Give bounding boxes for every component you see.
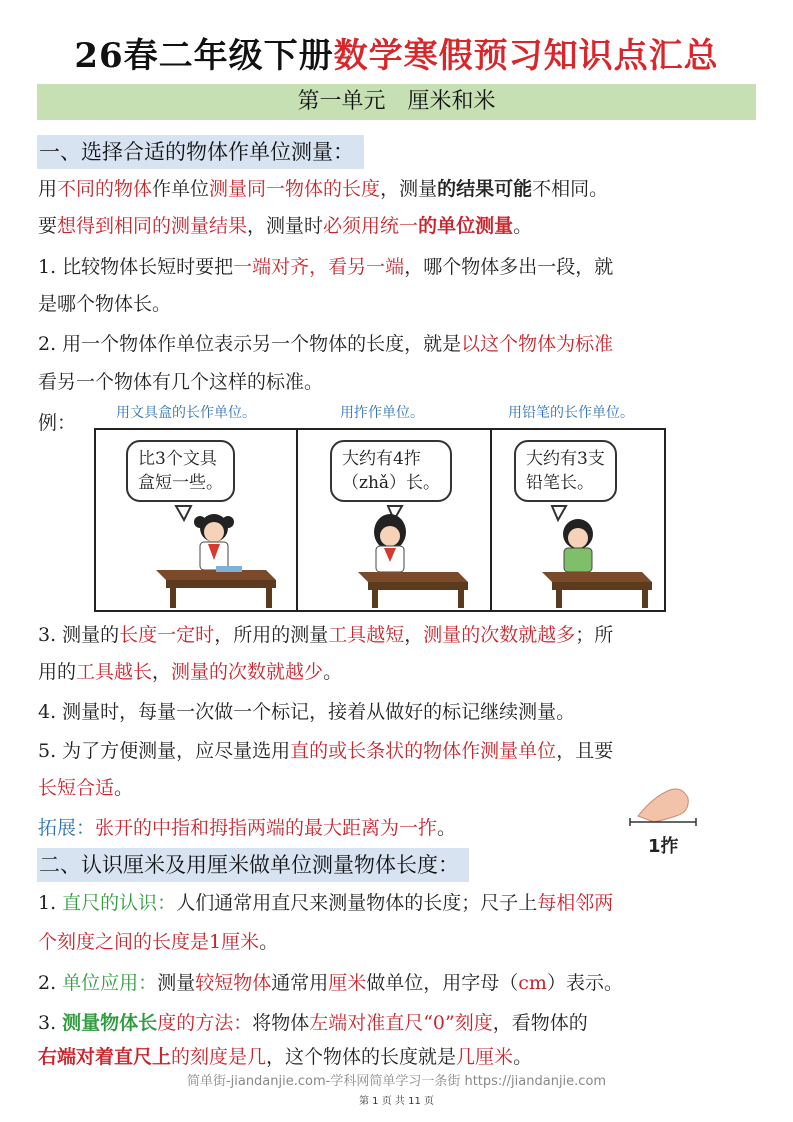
s1-line1: 用不同的物体作单位测量同一物体的长度，测量的结果可能不相同。 (38, 178, 609, 200)
girl-measuring-span-figure (298, 430, 492, 610)
s1-line7: 3. 测量的长度一定时，所用的测量工具越短，测量的次数就越多；所 (38, 624, 614, 646)
s2-line1: 1. 直尺的认识：人们通常用直尺来测量物体的长度；尺子上每相邻两 (38, 892, 614, 914)
s1-line5: 2. 用一个物体作单位表示另一个物体的长度，就是以这个物体为标准 (38, 333, 614, 355)
s2-line3: 2. 单位应用：测量较短物体通常用厘米做单位，用字母（cm）表示。 (38, 972, 623, 994)
page-title (0, 28, 793, 77)
s2-line2: 个刻度之间的长度是1厘米。 (38, 931, 279, 953)
title-topic: 数学寒假预习知识点汇总 (333, 36, 719, 76)
illustration-panel-2 (296, 430, 492, 610)
s1-line12: 拓展：张开的中指和拇指两端的最大距离为一拃。 (38, 817, 457, 839)
boy-measuring-pencil-figure (492, 430, 666, 610)
s1-line10: 5. 为了方便测量，应尽量选用直的或长条状的物体作测量单位，且要 (38, 740, 614, 762)
s1-line9: 4. 测量时，每量一次做一个标记，接着从做好的标记继续测量。 (38, 701, 576, 723)
speech-bubble-3: 大约有3支 铅笔长。 (514, 440, 617, 502)
caption-2: 用拃作单位。 (340, 405, 424, 421)
unit-heading: 第一单元 厘米和米 (37, 84, 756, 120)
page-number: 第 1 页 共 11 页 (359, 1096, 434, 1107)
title-grade: 26春二年级下册 (74, 36, 334, 76)
illustration-panel-3 (490, 430, 666, 610)
example-label: 例： (38, 412, 77, 434)
span-label: 1拃 (648, 836, 679, 857)
speech-bubble-2: 大约有4拃 （zhǎ）长。 (330, 440, 452, 502)
speech-bubble-1: 比3个文具 盒短一些。 (126, 440, 235, 502)
footer-watermark-link[interactable]: 简单街-jiandanjie.com-学科网简单学习一条街 https://jiandanjie.com (186, 1074, 607, 1089)
girl-at-desk-figure (96, 430, 296, 610)
s1-line11: 长短合适。 (38, 777, 134, 799)
caption-3: 用铅笔的长作单位。 (508, 405, 634, 421)
s1-line3: 1. 比较物体长短时要把一端对齐，看另一端，哪个物体多出一段，就 (38, 256, 614, 278)
s2-line5: 右端对着直尺上的刻度是几，这个物体的长度就是几厘米。 (38, 1046, 533, 1068)
section1-heading: 一、选择合适的物体作单位测量： (37, 135, 364, 169)
s1-line8: 用的工具越长，测量的次数就越少。 (38, 661, 343, 683)
section2-heading: 二、认识厘米及用厘米做单位测量物体长度： (37, 848, 469, 882)
s1-line6: 看另一个物体有几个这样的标准。 (38, 371, 324, 393)
example-illustration (94, 428, 666, 612)
s2-line4: 3. 测量物体长度的方法：将物体左端对准直尺“0”刻度，看物体的 (38, 1012, 588, 1034)
caption-1: 用文具盒的长作单位。 (116, 405, 256, 421)
s1-line4: 是哪个物体长。 (38, 293, 172, 315)
illustration-panel-1 (96, 430, 296, 610)
s1-line2: 要想得到相同的测量结果，测量时必须用统一的单位测量。 (38, 215, 533, 237)
